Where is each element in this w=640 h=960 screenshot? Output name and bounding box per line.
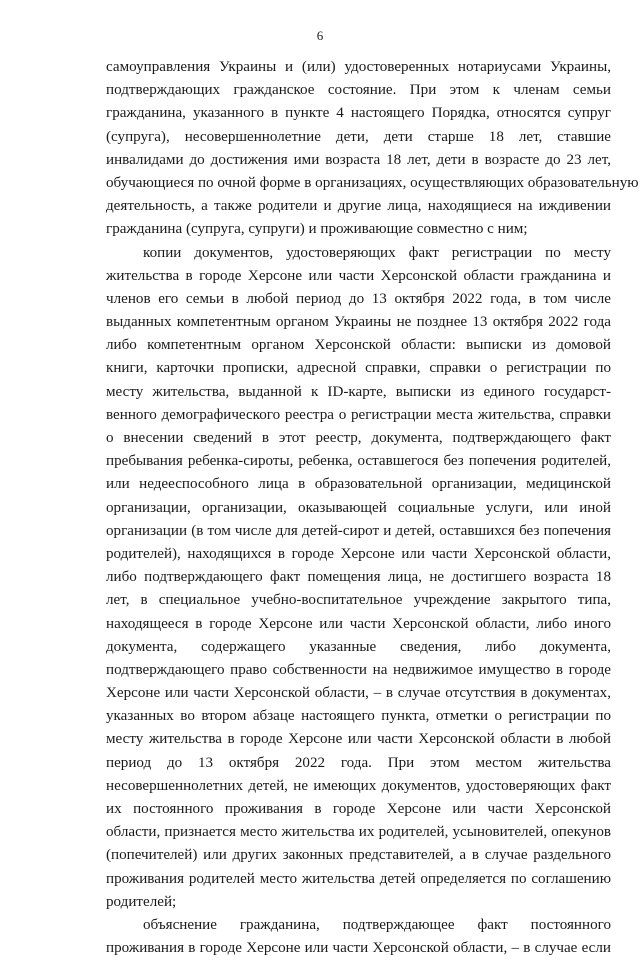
text-line: период до 13 октября 2022 года. При этом местом жительства [106,754,611,771]
text-line: инвалидами до достижения ими возраста 18 лет, дети в возрасте до 23 лет, [106,151,611,168]
text-line: родителей), находящихся в городе Херсоне или части Херсонской области, [106,545,611,562]
text-line: о внесении сведений в этот реестр, документа, подтверждающего факт [106,430,611,446]
text-line: жительства в городе Херсоне или части Херсонской области гражданина и [106,267,611,284]
text-line: гражданина, указанного в пункте 4 настоящего Порядка, относятся супруг [106,105,611,122]
text-line: выданных компетентным органом Украины не позднее 13 октября 2022 года [106,314,611,331]
document-body [106,56,639,960]
text-line: их постоянного проживания в городе Херсоне или части Херсонской [106,801,611,817]
text-line: книги, карточки прописки, адресной справки, справки о регистрации по [106,360,611,377]
text-line: месту жительства, выданной к ID-карте, выписки из единого государст- [106,383,611,400]
text-line: подтверждающих гражданское состояние. При этом к членам семьи [106,82,611,99]
text-line: области, признается место жительства их родителей, усыновителей, опекунов [106,824,611,841]
text-line: обучающиеся по очной форме в организациях, осуществляющих образовательную [106,174,639,191]
text-line: проживания родителей место жительства детей определяется по соглашению [106,870,611,887]
text-line: гражданина (супруга, супруги) и проживающие совместно с ним; [106,221,528,238]
text-line: венного демографического реестра о регистрации места жительства, справки [106,406,611,423]
text-line: организации, организации, оказывающей социальные услуги, или иной [106,499,611,516]
text-line: членов его семьи в любой период до 13 октября 2022 года, в том числе [106,290,611,307]
text-line: несовершеннолетних детей, не имеющих документов, удостоверяющих факт [106,777,611,794]
text-line: родителей; [106,893,177,910]
text-line: самоуправления Украины и (или) удостоверенных нотариусами Украины, [106,59,611,75]
text-line: или недееспособного лица в образовательной организации, медицинской [106,476,611,493]
text-line: организации (в том числе для детей-сирот и детей, оставшихся без попечения [106,522,611,539]
text-line: находящееся в городе Херсоне или части Херсонской области, либо иного [106,615,611,632]
text-line: документа, содержащего указанные сведения, либо документа, [106,638,611,655]
page-number: 6 [316,28,324,43]
text-line: месту жительства в городе Херсоне или части Херсонской области в любой [106,731,611,748]
text-line: (супруга), несовершеннолетние дети, дети старше 18 лет, ставшие [106,128,611,145]
text-line: деятельность, а также родители и другие лица, находящиеся на иждивении [106,198,611,215]
text-line: копии документов, удостоверяющих факт регистрации по месту [143,244,611,261]
text-line: подтверждающего право собственности на недвижимое имущество в городе [106,661,611,678]
text-line: лет, в специальное учебно-воспитательное учреждение закрытого типа, [106,592,611,609]
text-line: объяснение гражданина, подтверждающее факт постоянного [143,916,611,933]
text-line: (попечителей) или других законных представителей, а в случае раздельного [106,847,611,864]
text-line: либо подтверждающего факт помещения лица, не достигшего возраста 18 [106,569,611,586]
text-line: либо компетентным органом Херсонской области: выписки из домовой [106,337,611,354]
text-line: указанных во втором абзаце настоящего пункта, отметки о регистрации по [106,708,611,725]
text-line: пребывания ребенка-сироты, ребенка, оставшегося без попечения родителей, [106,453,611,470]
text-line: проживания в городе Херсоне или части Херсонской области, – в случае если [106,940,611,957]
text-line: Херсоне или части Херсонской области, – в случае отсутствия в документах, [106,685,611,702]
